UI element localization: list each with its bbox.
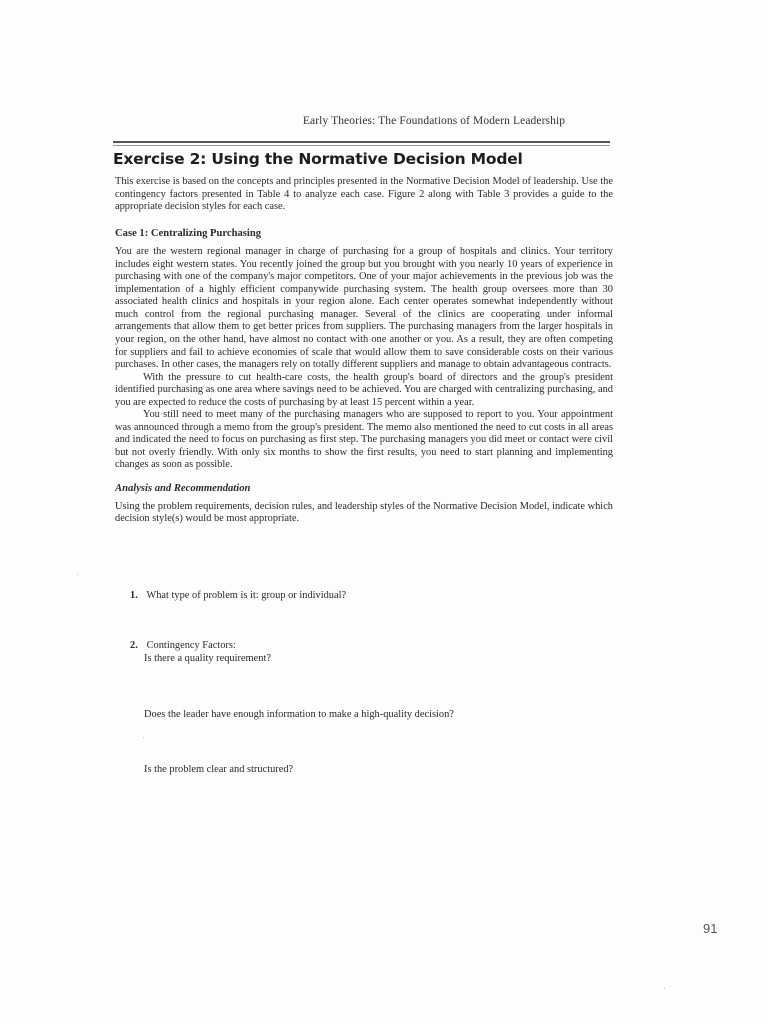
- question-2-number: 2.: [130, 640, 138, 651]
- question-1: [130, 590, 610, 603]
- question-1-number: 1.: [130, 590, 138, 601]
- case-paragraph-2: With the pressure to cut health-care costs, the health group's board of directors and the group's president identified purchasing as one area where savings need to be achieved. You are charged with centralizing purchasing, and you are expected to reduce the costs of purchasing by at least 15 percent within a year.: [115, 371, 613, 408]
- exercise-title: Exercise 2: Using the Normative Decision Model: [113, 150, 523, 168]
- question-1-text: What type of problem is it: group or individual?: [146, 590, 347, 601]
- case-paragraph-1: You are the western regional manager in charge of purchasing for a group of hospitals and clinics. Your territory includes eight western states. You recently joined the group but you brought with you nearly 10 years of experience in purchasing with one of the company's major competitors. One of your major achievements in the previous job was the implementation of a highly efficient companywide purchasing system. The health group oversees more than 30 associated health clinics and hospitals in your region alone. Each center operates somewhat independently without much control from the regional purchasing manager. Several of the clinics are cooperating under informal arrangements that allow them to get better prices from suppliers. The purchasing managers from the larger hospitals in your region, on the other hand, have almost no contact with one another or you. As a result, they are often competing for suppliers and fail to achieve economies of scale that would allow them to save considerable costs on their various purchases. In other cases, the managers rely on totally different suppliers and manage to obtain advantageous contracts.: [115, 246, 613, 371]
- case-paragraph-3: You still need to meet many of the purchasing managers who are supposed to report to you. Your appointment was announced through a memo from the group's president. The memo also mentioned the need to cut costs in all areas and indicated the need to focus on purchasing as first step. The purchasing managers you did meet or contact were civil but not overly friendly. With only six months to show the first results, you need to start planning and implementing changes as soon as possible.: [115, 409, 613, 471]
- analysis-instructions: Using the problem requirements, decision rules, and leadership styles of the Normative Decision Model, indicate which decision style(s) would be most appropriate.: [115, 500, 613, 525]
- intro-paragraph: This exercise is based on the concepts and principles presented in the Normative Decision Model of leadership. Use the contingency factors presented in Table 4 to analyze each case. Figure 2 along with Table 3 provides a guide to the appropriate decision styles for each case.: [115, 176, 613, 213]
- question-2: [130, 640, 610, 665]
- scan-speck: [664, 988, 665, 989]
- question-2-sub-1: Is there a quality requirement?: [144, 652, 271, 664]
- question-2-text: Contingency Factors:: [146, 640, 236, 651]
- scan-speck: [143, 737, 144, 738]
- scan-speck: [77, 574, 78, 575]
- question-2-sub-3-block: [130, 764, 610, 777]
- running-head: Early Theories: The Foundations of Modern Leadership: [302, 115, 566, 127]
- title-rule: [113, 141, 610, 143]
- page-number: 91: [703, 921, 718, 936]
- analysis-heading: Analysis and Recommendation: [115, 483, 251, 495]
- body-text: [115, 176, 613, 526]
- case-heading: Case 1: Centralizing Purchasing: [115, 227, 262, 239]
- question-2-sub-2: Does the leader have enough information to make a high-quality decision?: [144, 709, 454, 720]
- question-2-sub-3: Is the problem clear and structured?: [144, 764, 294, 775]
- title-rule-thin: [113, 145, 610, 146]
- question-2-sub-2-block: [130, 709, 610, 722]
